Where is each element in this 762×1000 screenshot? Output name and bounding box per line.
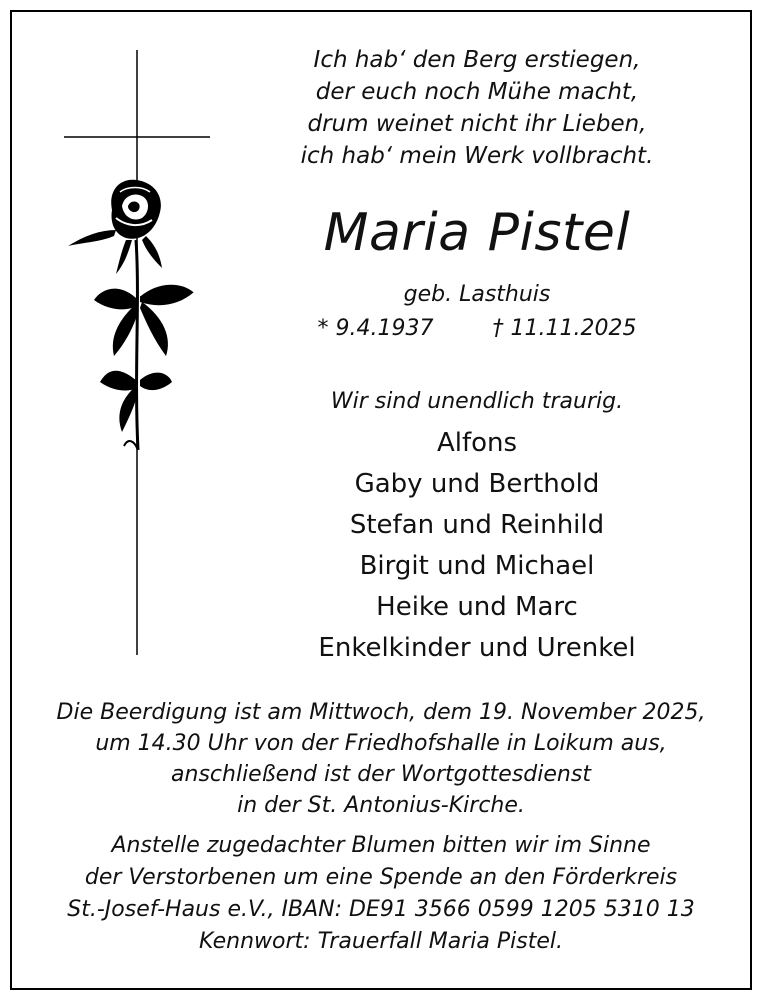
donation-line: St.-Josef-Haus e.V., IBAN: DE91 3566 0599 1205 5310 13 xyxy=(67,897,695,922)
deceased-name: Maria Pistel xyxy=(323,203,631,263)
family-member: Stefan und Reinhild xyxy=(349,510,605,540)
funeral-line: um 14.30 Uhr von der Friedhofshalle in Loikum aus, xyxy=(95,731,667,756)
funeral-line: Die Beerdigung ist am Mittwoch, dem 19. November 2025, xyxy=(56,700,706,725)
donation-line: Kennwort: Trauerfall Maria Pistel. xyxy=(198,929,564,954)
family-member: Enkelkinder und Urenkel xyxy=(318,633,636,663)
poem-line: Ich hab‘ den Berg erstiegen, xyxy=(313,47,641,73)
donation-info xyxy=(0,830,762,958)
poem xyxy=(190,44,762,172)
poem-line: der euch noch Mühe macht, xyxy=(315,79,639,105)
life-dates xyxy=(190,316,762,341)
family-list xyxy=(190,423,762,669)
rose-icon xyxy=(68,180,194,450)
family-member: Gaby und Berthold xyxy=(354,469,600,499)
funeral-info xyxy=(0,697,762,821)
donation-line: Anstelle zugedachter Blumen bitten wir im Sinne xyxy=(111,833,651,858)
funeral-line: anschließend ist der Wortgottesdienst xyxy=(171,762,591,787)
family-member: Alfons xyxy=(436,428,518,458)
birth-date: * 9.4.1937 xyxy=(317,316,434,341)
funeral-line: in der St. Antonius-Kirche. xyxy=(237,793,525,818)
poem-line: drum weinet nicht ihr Lieben, xyxy=(307,111,647,137)
family-member: Heike und Marc xyxy=(376,592,578,622)
family-member: Birgit und Michael xyxy=(359,551,595,581)
poem-line: ich hab‘ mein Werk vollbracht. xyxy=(300,143,654,169)
mourning-line: Wir sind unendlich traurig. xyxy=(330,389,624,414)
donation-line: der Verstorbenen um eine Spende an den Förderkreis xyxy=(84,865,678,890)
birth-name: geb. Lasthuis xyxy=(403,282,551,307)
death-date: † 11.11.2025 xyxy=(492,316,637,341)
